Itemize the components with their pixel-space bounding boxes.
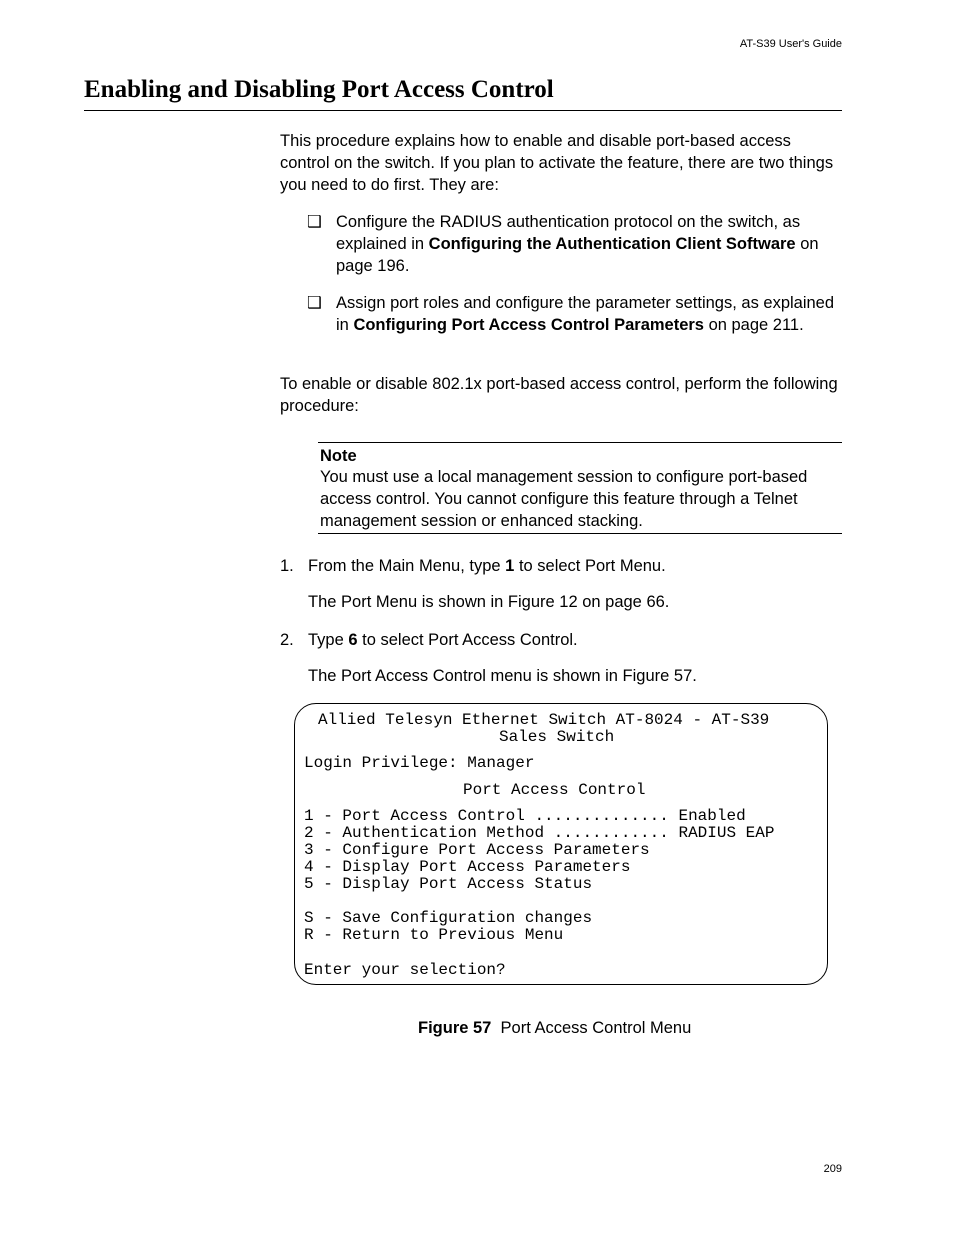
terminal-menu-item: 4 - Display Port Access Parameters [304,858,631,876]
terminal-menu-item: 3 - Configure Port Access Parameters [304,841,650,859]
note-box [318,442,842,534]
step-note: The Port Access Control menu is shown in Figure 57. [308,667,697,685]
section-title: Enabling and Disabling Port Access Control [84,76,554,103]
intro-paragraph: This procedure explains how to enable and disable port-based access control on the switch. If you plan to activate the feature, there are two things you need to do first. They are: [280,132,834,194]
terminal-screen [294,703,828,985]
bullet-reference: Configuring Port Access Control Parameters [353,316,704,334]
terminal-header-line: Allied Telesyn Ethernet Switch AT-8024 - AT-S39 [318,711,770,729]
step-number: 1. [280,557,294,575]
figure-label: Figure 57 [418,1019,492,1037]
terminal-switch-name: Sales Switch [499,728,615,746]
terminal-menu-item: 1 - Port Access Control .............. Enabled [304,807,746,825]
checkbox-bullet-icon: ❑ [307,294,322,312]
terminal-command: R - Return to Previous Menu [304,926,564,944]
note-label: Note [320,447,357,465]
bullet-item [307,211,837,277]
figure-title: Port Access Control Menu [500,1019,692,1037]
step-text: Type 6 to select Port Access Control. [308,631,578,649]
bullet-text: Assign port roles and configure the parameter settings, as explained in Configuring Port Access Control Parameters on page 211. [336,294,835,334]
step-note: The Port Menu is shown in Figure 12 on page 66. [308,593,670,611]
terminal-menu-title: Port Access Control [463,781,646,799]
terminal-command: S - Save Configuration changes [304,909,593,927]
title-rule [84,110,842,111]
bullet-text: Configure the RADIUS authentication protocol on the switch, as explained in Configuring the Authentication Client Software on page 196. [336,213,819,275]
terminal-prompt: Enter your selection? [304,961,506,979]
terminal-menu-item: 5 - Display Port Access Status [304,875,593,893]
page-number: 209 [823,1163,842,1175]
checkbox-bullet-icon: ❑ [307,213,322,231]
bullet-reference: Configuring the Authentication Client Software [428,235,796,253]
terminal-login-privilege: Login Privilege: Manager [304,754,535,772]
procedure-intro: To enable or disable 802.1x port-based access control, perform the following procedure: [280,375,838,415]
bullet-item [307,292,837,336]
step-item [280,629,842,651]
terminal-menu-item: 2 - Authentication Method ............ RADIUS EAP [304,824,775,842]
step-text: From the Main Menu, type 1 to select Port Menu. [308,557,666,575]
note-text: You must use a local management session to configure port-based access control. You cannot configure this feature through a Telnet management session or enhanced stacking. [320,468,808,530]
step-number: 2. [280,631,294,649]
step-item [280,555,842,577]
running-header: AT-S39 User's Guide [739,38,842,50]
